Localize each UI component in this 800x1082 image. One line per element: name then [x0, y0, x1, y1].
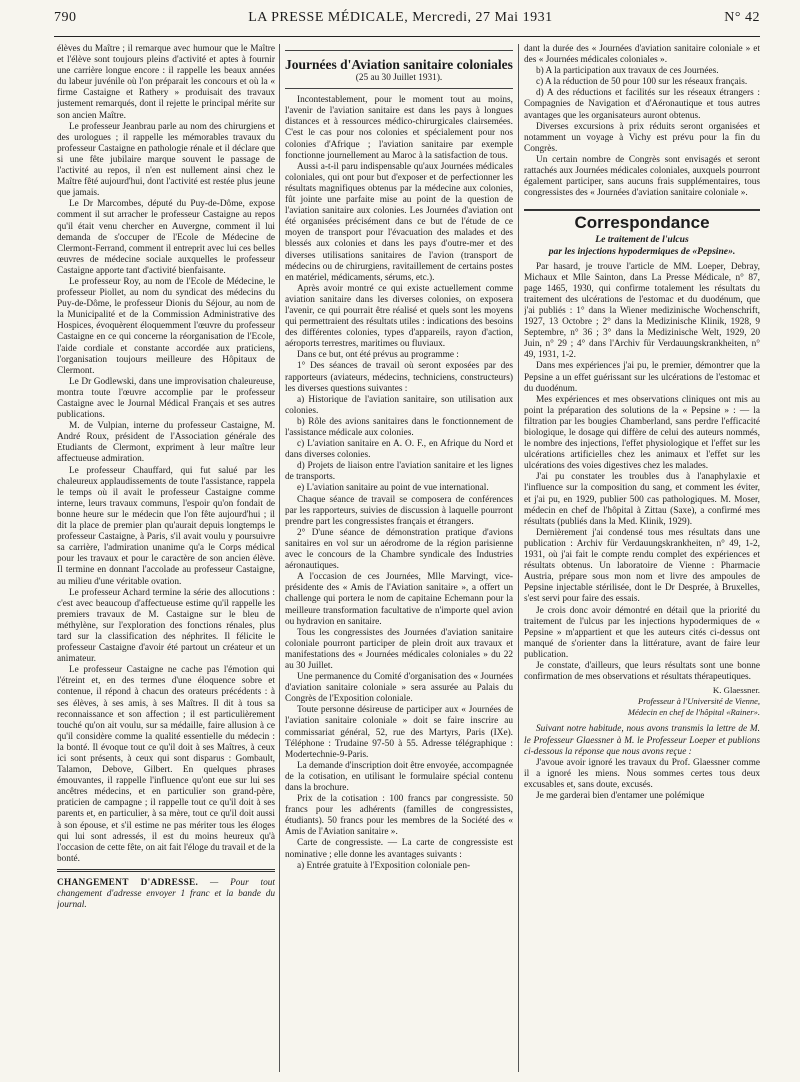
paragraph: Par hasard, je trouve l'article de MM. Loeper, Debray, Michaux et Mlle Sainton, dans La Presse Médicale, n° 87, page 1465, 1930, qui confirme totalement les résultats du traitement des ulcérations de l'estomac et du duodénum, que j'ai publiés : 1° dans la Wiener medizinische Wochenschrift, 1927, 13 Octobre ; 2° dans la Medizinische Klinik, 1928, 9 Septembre, n° 36 ; 3° dans la Medizinische Welt, 1929, 20 Juin, n° 29 ; 4° dans l'Archiv für Verdauungskrankheiten, n° 49, 1931, 1-2. [524, 261, 760, 361]
list-item: e) L'aviation sanitaire au point de vue international. [297, 483, 489, 494]
paragraph: Une permanence du Comité d'organisation des « Journées d'aviation sanitaire coloniale » sera assurée au Palais du Congrès de l'Exposition coloniale. [285, 672, 513, 705]
paragraph: Aussi a-t-il paru indispensable qu'aux Journées médicales coloniales, qui ont pour but d'exposer et de perfectionner les résultats magnifiques obtenus par la médecine aux colonies, fût jointe une parfaite mise au point de la question de l'aviation sanitaire aux colonies. Les Journées d'aviation ont été organisées précisément dans ce but de l'étude de ce moyen de transport pour l'évacuation des malades et des blessés aux colonies et dans les pays d'outre-mer et des diverses utilisations sanitaires de l'avion (transport de médecins ou de chirurgiens, ravitaillement de certains postes en matériel, médicaments, sérums, etc.). [285, 161, 513, 283]
paragraph: Le professeur Castaigne ne cache pas l'émotion qui l'étreint et, en des termes d'une éloquence sobre et contenue, il répond à chacun des orateurs précédents : à ses élèves, à ses amis, à ses Maîtres. Il dit à tous sa reconnaissance et son affection ; il est particulièrement touché qu'on ait voulu, sur sa médaille, faire allusion à ce qu'il considère comme la qualité essentielle du médecin : la bonté. Il évoque tout ce qu'il doit à ses Maîtres, à ceux ici sont présents, à ceux qui sont disparus : Gombault, Talamon, Debove, Gilbert. En quelques phrases émouvantes, il rappelle l'influence qu'ont eue sur lui ses ancêtres médecins, et en particulier son grand-père, praticien de campagne ; il rappelle tout ce qu'il doit à ses parents et, en particulier, à sa mère, tout ce qu'il doit aussi à son épouse, et s'il estime ne pas mériter tous les éloges qui lui sont adressés, il est du moins heureux qu'à l'occasion de cette fête, on ait fait l'éloge du travail et de la bonté. [57, 665, 275, 864]
issue-number: N° 42 [724, 10, 760, 25]
title-rule [285, 88, 513, 89]
paragraph: Toute personne désireuse de participer aux « Journées de l'aviation sanitaire coloniale » doit se faire inscrire au commissariat général, 52, rue des Martyrs, Paris (IXe). Téléphone : Trudaine 97-50 à 55. Adresse télégraphique : Modertechnie-9-Paris. [285, 705, 513, 760]
correspondence-heading: Correspondance [574, 213, 710, 233]
article-title: Journées d'Aviation sanitaire coloniales [285, 57, 513, 72]
article-dates: (25 au 30 Juillet 1931). [355, 73, 443, 84]
paragraph: Je me garderai bien d'entamer une polémique [536, 791, 705, 801]
paragraph: La demande d'inscription doit être envoyée, accompagnée de la cotisation, en utilisant le formulaire spécial contenu dans la brochure. [285, 760, 513, 793]
list-item: c) A la réduction de 50 pour 100 sur les réseaux français. [536, 77, 748, 88]
paragraph: Dans ce but, ont été prévus au programme : [297, 350, 459, 361]
page-number: 790 [54, 10, 77, 25]
signature-affiliation [524, 696, 760, 718]
paragraph: Un certain nombre de Congrès sont envisagés et seront rattachés aux Journées médicales coloniales, auxquels pourront également participer, sans aucuns frais supplémentaires, tous congressistes des « Journées d'aviation sanitaire coloniale ». [524, 154, 760, 199]
paragraph: Le professeur Chauffard, qui fut salué par les chaleureux applaudissements de toute l'assistance, rappela le temps où il avait le professeur Castaigne comme interne, leurs travaux communs, l'espoir qu'on fondait de bonne heure sur le médecin que l'on fête aujourd'hui ; il dit la place de premier plan qu'aurait depuis longtemps le professeur Castaigne, à Paris, s'il avait voulu y poursuivre sa carrière, l'admiration unanime qu'a le Corps médical pour les travaux et pour le caractère de son ancien élève. Il termine en donnant l'accolade au professeur Castaigne, au milieu d'une véritable ovation. [57, 465, 275, 587]
journal-title: LA PRESSE MÉDICALE, Mercredi, 27 Mai 1931 [248, 10, 553, 25]
letter-title: Le traitement de l'ulcus [595, 234, 689, 246]
paragraph: Après avoir montré ce qui existe actuellement comme aviation sanitaire dans les diverses colonies, on exposera l'avenir, ce qui pourrait être réalisé et quels sont les moyens qui permettraient des résultats utiles : indications des besoins des différentes colonies, types d'appareils, rayon d'action, aéroports terrestres, maritimes ou fluviaux. [285, 283, 513, 350]
box-rule [57, 869, 275, 872]
paragraph: Le professeur Roy, au nom de l'Ecole de Médecine, le professeur Piollet, au nom du syndicat des médecins du Puy-de-Dôme, le professeur Dionis du Séjour, au nom de la Municipalité et de la Commission Administrative des Hospices, évoquèrent éloquemment l'œuvre du professeur Castaigne en ce qui concerne la réorganisation de l'Ecole, l'aide cordiale et constante accordée aux praticiens, l'organisation toujours meilleure des Hôpitaux de Clermont. [57, 276, 275, 376]
paragraph: Prix de la cotisation : 100 francs par congressiste. 50 francs pour les adhérents (familles de congressistes, étudiants). 50 francs pour les membres de la Société des « Amis de l'Aviation sanitaire ». [285, 794, 513, 838]
letter-signature: K. Glaessner. [712, 685, 760, 696]
paragraph: Incontestablement, pour le moment tout au moins, l'avenir de l'aviation sanitaire est dans les pays à longues distances et à ressources médico-chirurgicales clairsemées. C'est le cas pour nos colonies et spécialement pour nos colonies d'Afrique ; l'aviation sanitaire par exemple fonctionne journellement au Maroc à la satisfaction de tous. [285, 95, 513, 161]
affiliation-line: Professeur à l'Université de Vienne, [638, 696, 760, 707]
paragraph: Je constate, d'ailleurs, que leurs résultats sont une bonne confirmation de mes observations et résultats thérapeutiques. [524, 660, 760, 683]
list-item: a) Historique de l'aviation sanitaire, son utilisation aux colonies. [285, 394, 513, 416]
title-rule [285, 50, 513, 51]
box-text: — Pour tout changement d'adresse envoyer 1 franc et la bande du journal. [57, 877, 275, 910]
list-item: d) A des réductions et facilités sur les réseaux étrangers : Compagnies de Navigation et d'Aéronautique et tous autres avantages que les organisateurs auront obtenus. [524, 88, 760, 121]
column-3 [524, 44, 760, 1074]
column-1 [57, 44, 275, 1074]
page-header [54, 10, 760, 32]
paragraph: Le professeur Jeanbrau parle au nom des chirurgiens et des urologues ; il rappelle les mémorables travaux du professeur Castaigne en pathologie rénale et il déclare que si une fête jubilaire marque souvent le passage de l'activité au repos, il n'en est nullement ainsi chez le Maître fêté aujourd'hui, dont l'activité est restée plus jeune que jamais. [57, 121, 275, 199]
paragraph: 2° D'une séance de démonstration pratique d'avions sanitaires en vol sur un aérodrome de la région parisienne avec le concours de la Chambre syndicale des Industries aéronautiques. [285, 527, 513, 572]
paragraph: Le Dr Marcombes, député du Puy-de-Dôme, expose comment il sut arracher le professeur Castaigne au repos qu'il était venu chercher en Auvergne, comment il lui demanda de s'occuper de l'Ecole de Médecine de Clermont-Ferrand, comment il entreprit avec lui ces belles œuvres de médecine sociale auxquelles le professeur Castaigne apporte tant d'activité bienfaisante. [57, 199, 275, 276]
paragraph: Le professeur Achard termine la série des allocutions : c'est avec beaucoup d'affectueuse estime qu'il rappelle les premiers travaux de M. Castaigne sur le bleu de méthylène, sur l'exploration des fonctions rénales, plus tard sur la classification des néphrites. Il félicite le professeur Castaigne d'avoir été partout un créateur et un animateur. [57, 587, 275, 665]
column-divider [279, 44, 280, 1072]
section-rule [524, 209, 760, 211]
list-item: a) Entrée gratuite à l'Exposition coloniale pen- [297, 860, 471, 871]
list-item: b) A la participation aux travaux de ces Journées. [536, 66, 719, 77]
paragraph: Dernièrement j'ai condensé tous mes résultats dans une publication : Archiv für Verdauungskrankheiten, n° 49, 1-2, 1931, où j'ai fait le compte rendu complet des expériences et résultats obtenus. Un laboratoire de Vienne : Pharmacie Austria, prépare sous mon nom et livre des ampoules de Pepsine injectable stérilisée, dont le Dr Desprée, à Bruxelles, s'est servi pour faire des essais. [524, 527, 760, 605]
paragraph: Le Dr Godlewski, dans une improvisation chaleureuse, montra toute l'œuvre accomplie par le professeur Castaigne avec le Journal Médical Français et ses autres publications. [57, 376, 275, 421]
editorial-note: Suivant notre habitude, nous avons transmis la lettre de M. le Professeur Glaessner à M. le Professeur Loeper et publions ci-dessous la réponse que nous avons reçue : [524, 724, 760, 757]
paragraph: élèves du Maître ; il remarque avec humour que le Maître et l'élève sont toujours pleins d'activité et aptes à fournir une carrière longue encore : il rappelle les beaux années du labeur juvénile où l'on préparait les concours et où la « firme Castaigne et Rathery » produisait des travaux justement remarqués, dont il rejette le principal mérite sur son ancien Maître. [57, 44, 275, 121]
paragraph: Mes expériences et mes observations cliniques ont mis au point la préparation des solutions de la « Pepsine » : — la filtration par les bougies Chamberland, sans perdre l'efficacité biologique, le dosage qui diffère de celui des auteurs nommés, le nombre des injections, l'effet physiologique et l'effet sur les ulcérations artificielles chez les animaux et l'effet sur les ulcérations des voies digestives chez les malades. [524, 394, 760, 472]
list-item: c) L'aviation sanitaire en A. O. F., en Afrique du Nord et dans diverses colonies. [285, 439, 513, 461]
paragraph: Carte de congressiste. — La carte de congressiste est nominative ; elle donne les avantages suivants : [285, 838, 513, 860]
paragraph: A l'occasion de ces Journées, Mlle Marvingt, vice-présidente des « Amis de l'Aviation sanitaire », a offert un challenge qui portera le nom de capitaine Echemann pour la meilleure transformation facultative de n'importe quel avion ou hydravion en sanitaire. [285, 572, 513, 627]
paragraph: Diverses excursions à prix réduits seront organisées et notamment un voyage à Vichy est prévu pour la fin du Congrès. [524, 121, 760, 154]
header-rule [54, 36, 760, 37]
column-2 [285, 44, 513, 1074]
paragraph: 1° Des séances de travail où seront exposées par des rapporteurs (aviateurs, médecins, techniciens, constructeurs) les diverses questions suivantes : [285, 361, 513, 394]
paragraph: M. de Vulpian, interne du professeur Castaigne, M. André Roux, président de l'Association générale des Etudiants de Clermont, expriment à leur maître leur affectueuse admiration. [57, 421, 275, 465]
list-item: dant la durée des « Journées d'aviation sanitaire coloniale » et des « Journées médicales coloniales ». [524, 44, 760, 66]
column-divider [518, 44, 519, 1072]
paragraph: Dans mes expériences j'ai pu, le premier, démontrer que la Pepsine a un effet guérissant sur les ulcérations de l'estomac et du duodénum. [524, 361, 760, 394]
letter-subtitle: par les injections hypodermiques de «Pepsine». [548, 245, 736, 257]
box-label: CHANGEMENT D'ADRESSE. [57, 877, 199, 888]
paragraph: J'ai pu constater les troubles dus à l'anaphylaxie et l'influence sur la composition du sang, et comment les éviter, et j'ai pu, en 1929, publier 500 cas pathologiques. M. Moser, médecin en chef de l'hôpital à Zittau (Saxe), a confirmé mes résultats (publiés dans la Med. Klinik, 1929). [524, 472, 760, 527]
list-item: b) Rôle des avions sanitaires dans le fonctionnement de l'assistance médicale aux colonies. [285, 416, 513, 438]
paragraph: Je crois donc avoir démontré en détail que la priorité du traitement de l'ulcus par les injections hypodermiques de « Pepsine » m'appartient et que les auteurs cités ci-dessus ont manqué de s'orienter dans la littérature, avant de faire leur publication. [524, 605, 760, 660]
paragraph: Tous les congressistes des Journées d'aviation sanitaire coloniale pourront participer de plein droit aux travaux et manifestations des « Journées médicales coloniales » du 22 au 30 Juillet. [285, 627, 513, 671]
address-change-box [57, 878, 275, 911]
list-item: d) Projets de liaison entre l'aviation sanitaire et les lignes de transports. [285, 461, 513, 483]
affiliation-line: Médecin en chef de l'hôpital «Rainer». [627, 707, 760, 718]
paragraph: J'avoue avoir ignoré les travaux du Prof. Glaessner comme il a ignoré les miens. Nous sommes certes tous deux excusables et, sans doute, excusés. [524, 757, 760, 790]
paragraph: Chaque séance de travail se composera de conférences par les rapporteurs, suivies de discussion à laquelle pourront prendre part les congressistes français et étrangers. [285, 494, 513, 527]
